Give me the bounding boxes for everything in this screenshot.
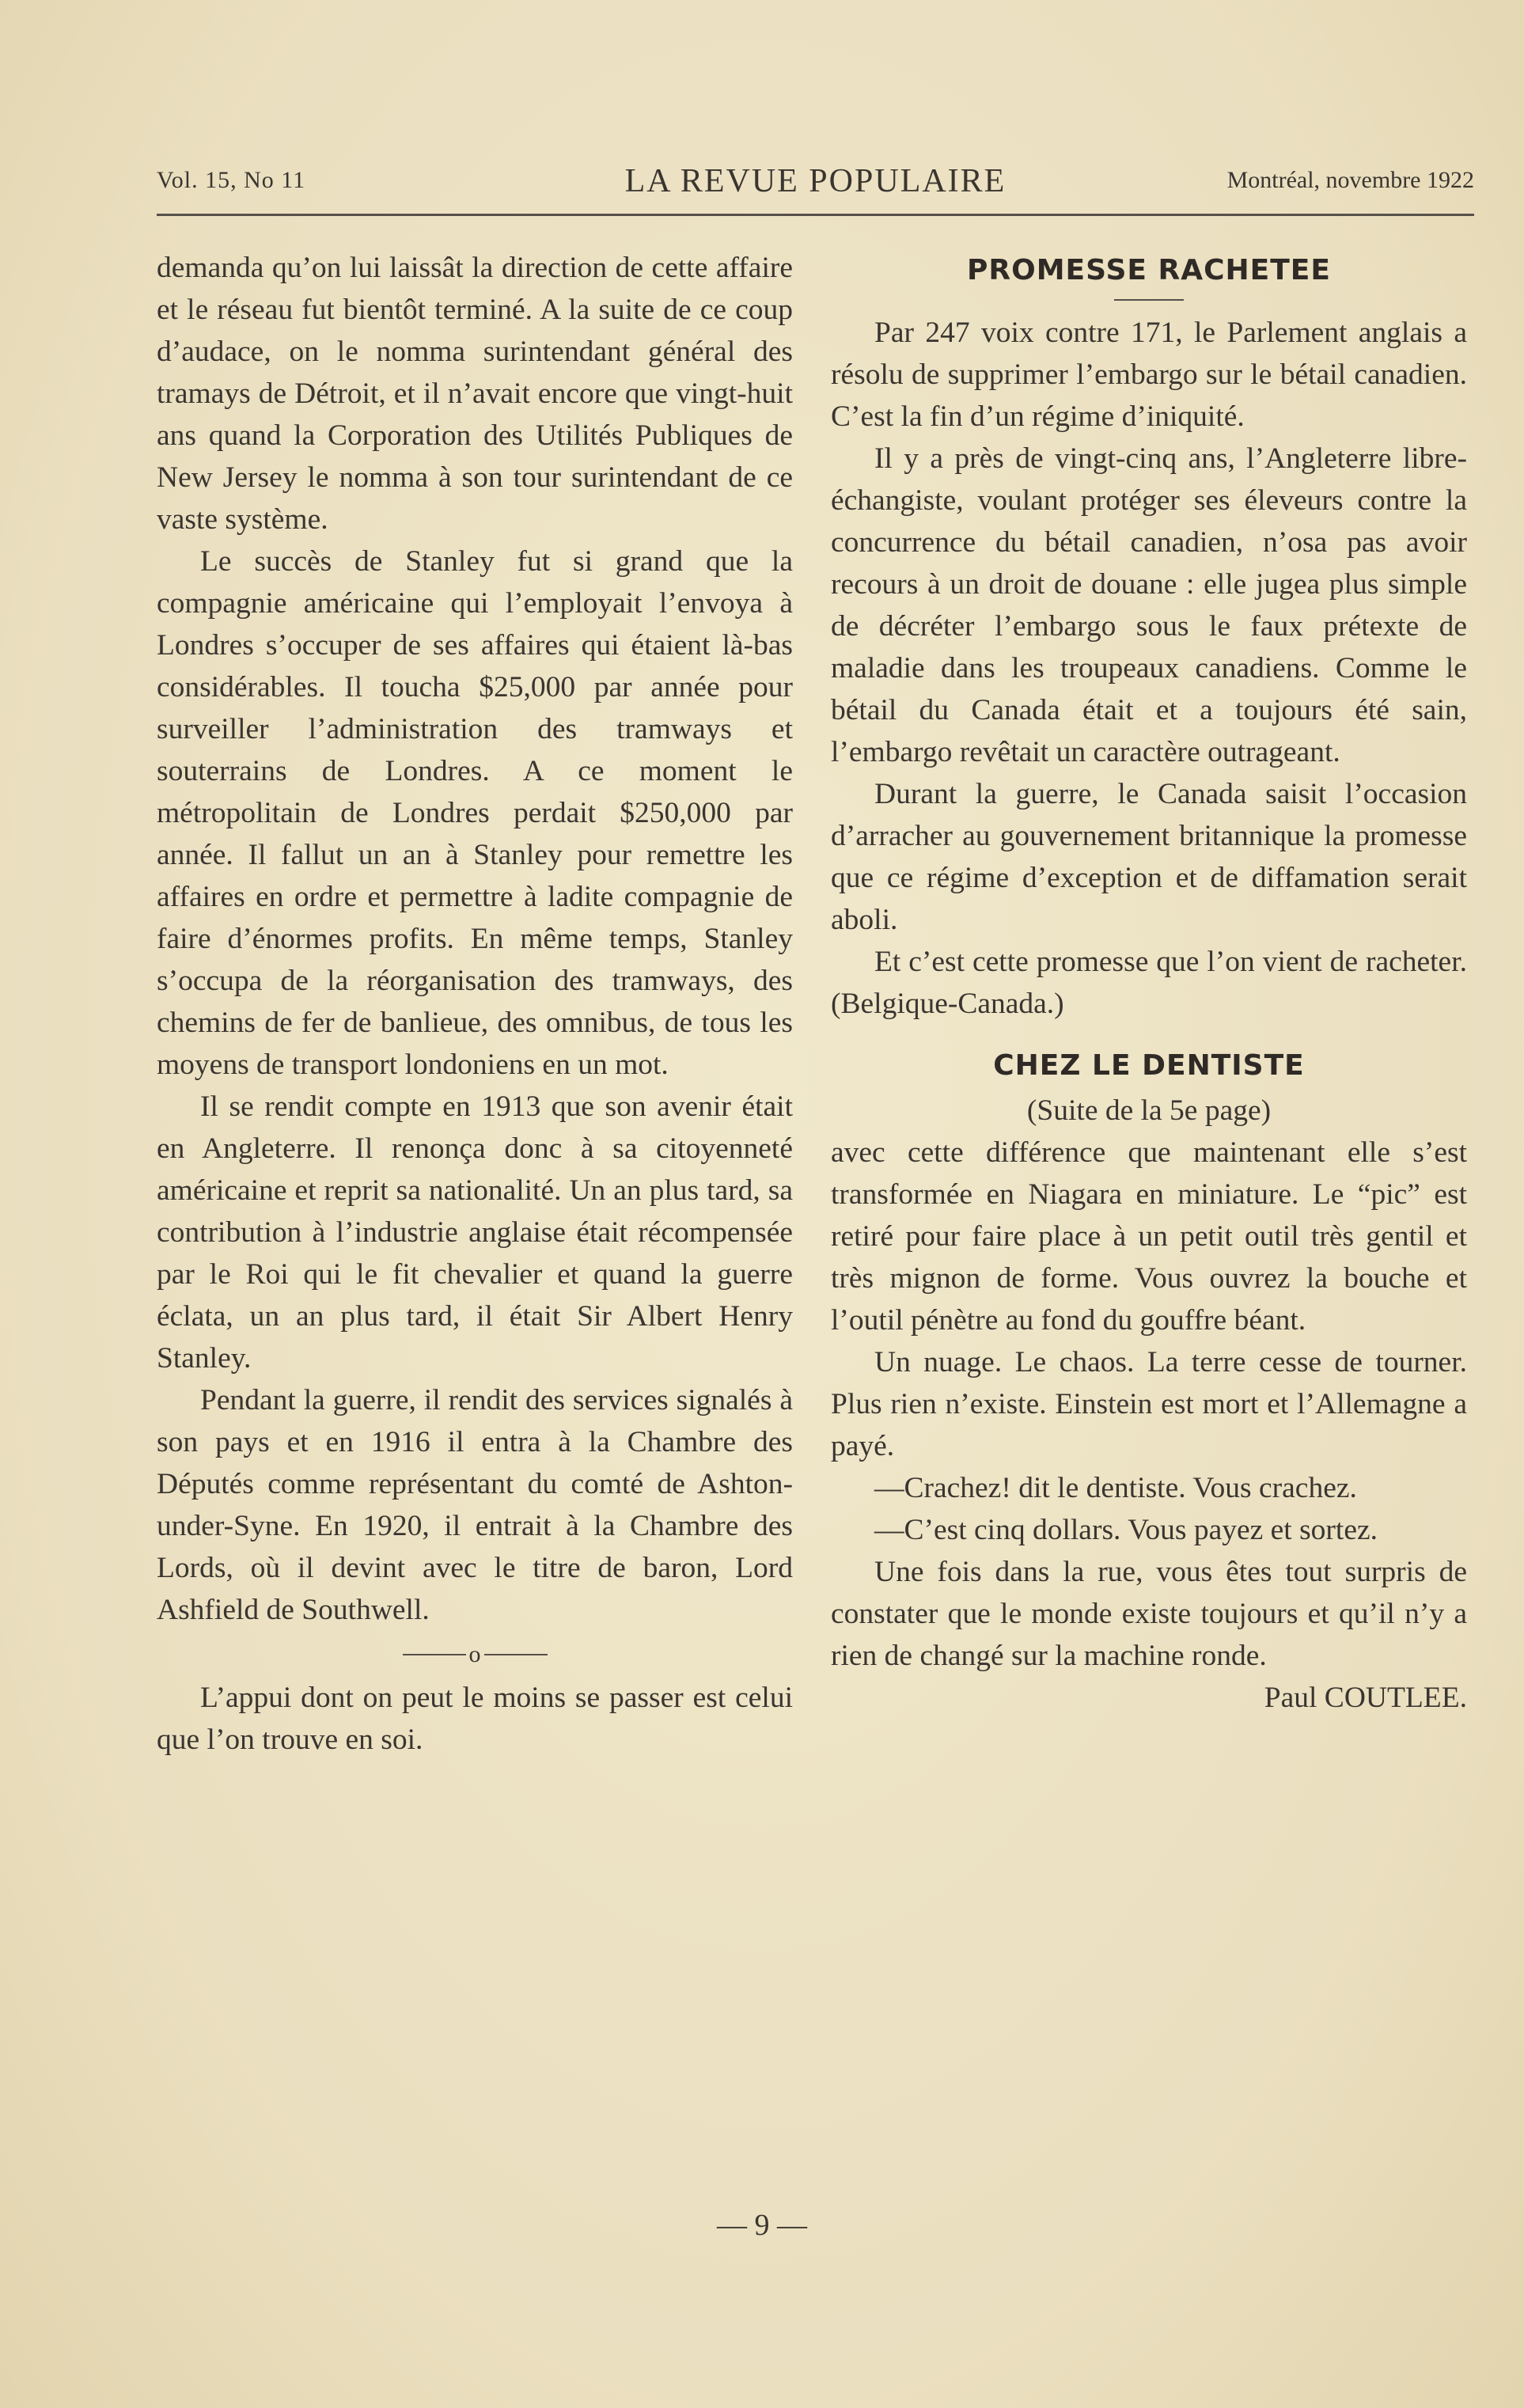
continuation-note: (Suite de la 5e page) (1026, 1094, 1272, 1127)
dentiste-paragraph-5: Une fois dans la rue, vous êtes tout surpris de constater que le monde existe toujours et qu’il n’y a rien de changé sur la machine ronde. (831, 1556, 1467, 1672)
left-column (157, 247, 793, 1761)
stanley-paragraph-3: Il se rendit compte en 1913 que son avenir était en Angleterre. Il renonça donc à sa citoyenneté américaine et reprit sa nationalité. Un an plus tard, sa contribution à l’industrie anglaise était récompensée par le Roi qui le fit chevalier et quand la guerre éclata, un an plus tard, il était Sir Albert Henry Stanley. (157, 1090, 793, 1375)
dentiste-paragraph-1: avec cette différence que maintenant elle s’est transformée en Niagara en miniature. Le “pic” est retiré pour faire place à un petit outil très gentil et très mignon de forme. Vous ouvrez la bouche et l’outil pénètre au fond du gouffre béant. (831, 1136, 1467, 1337)
volume-number: Vol. 15, No 11 (157, 167, 306, 193)
promesse-paragraph-1: Par 247 voix contre 171, le Parlement anglais a résolu de supprimer l’embargo sur le bétail canadien. C’est la fin d’un régime d’iniquité. (831, 317, 1467, 433)
page-number: — 9 — (717, 2209, 807, 2242)
article-heading-dentiste: CHEZ LE DENTISTE (993, 1049, 1305, 1082)
promesse-paragraph-4: Et c’est cette promesse que l’on vient de racheter. (Belgique-Canada.) (831, 946, 1467, 1020)
promesse-paragraph-3: Durant la guerre, le Canada saisit l’occasion d’arracher au gouvernement britannique la promesse que ce régime d’exception et de diffamation serait aboli. (831, 778, 1467, 936)
promesse-paragraph-2: Il y a près de vingt-cinq ans, l’Angleterre libre-échangiste, voulant protéger ses éleveurs contre la concurrence du bétail canadien, n’osa pas avoir recours à un droit de douane : elle jugea plus simple de décréter l’embargo sous le faux prétexte de maladie dans les troupeaux canadiens. Comme le bétail du Canada était et a toujours été sain, l’embargo revêtait un caractère outrageant. (831, 442, 1467, 768)
maxim-paragraph: L’appui dont on peut le moins se passer est celui que l’on trouve en soi. (157, 1682, 793, 1756)
separator-line-right (484, 1654, 548, 1655)
page-header (157, 162, 1474, 207)
separator-mark: o (468, 1641, 481, 1667)
stanley-paragraph-4: Pendant la guerre, il rendit des services signalés à son pays et en 1916 il entra à la Chambre des Députés comme représentant du comté de Ashton-under-Syne. En 1920, il entrait à la Chambre des Lords, où il devint avec le titre de baron, Lord Ashfield de Southwell. (157, 1384, 793, 1626)
dentiste-paragraph-3: —Crachez! dit le dentiste. Vous crachez. (874, 1472, 1357, 1504)
stanley-paragraph-1: demanda qu’on lui laissât la direction de cette affaire et le réseau fut bientôt terminé. A la suite de ce coup d’audace, on le nomma surintendant général des tramays de Détroit, et il n’avait encore que vingt-huit ans quand la Corporation des Utilités Publiques de New Jersey le nomma à son tour surintendant de ce vaste système. (157, 252, 793, 536)
dateline: Montréal, novembre 1922 (1226, 167, 1474, 193)
publication-title: LA REVUE POPULAIRE (624, 163, 1007, 199)
dentiste-paragraph-4: —C’est cinq dollars. Vous payez et sortez. (874, 1514, 1378, 1546)
author-signature: Paul COUTLEE. (1264, 1682, 1467, 1714)
right-column (831, 247, 1467, 1719)
section-separator (157, 1639, 793, 1670)
header-rule (157, 214, 1474, 216)
stanley-paragraph-2: Le succès de Stanley fut si grand que la compagnie américaine qui l’employait l’envoya à Londres s’occuper de ses affaires qui étaient là-bas considérables. Il toucha $25,000 par année pour surveiller l’administration des tramways et souterrains de Londres. A ce moment le métropolitain de Londres perdait $250,000 par année. Il fallut un an à Stanley pour remettre les affaires en ordre et permettre à ladite compagnie de faire d’énormes profits. En même temps, Stanley s’occupa de la réorganisation des tramways, des chemins de fer de banlieue, des omnibus, de tous les moyens de transport londoniens en un mot. (157, 545, 793, 1081)
separator-line-left (403, 1654, 466, 1655)
article-heading-promesse: PROMESSE RACHETEE (967, 254, 1331, 286)
heading-rule (1114, 299, 1184, 301)
dentiste-paragraph-2: Un nuage. Le chaos. La terre cesse de tourner. Plus rien n’existe. Einstein est mort et l’Allemagne a payé. (831, 1346, 1467, 1462)
